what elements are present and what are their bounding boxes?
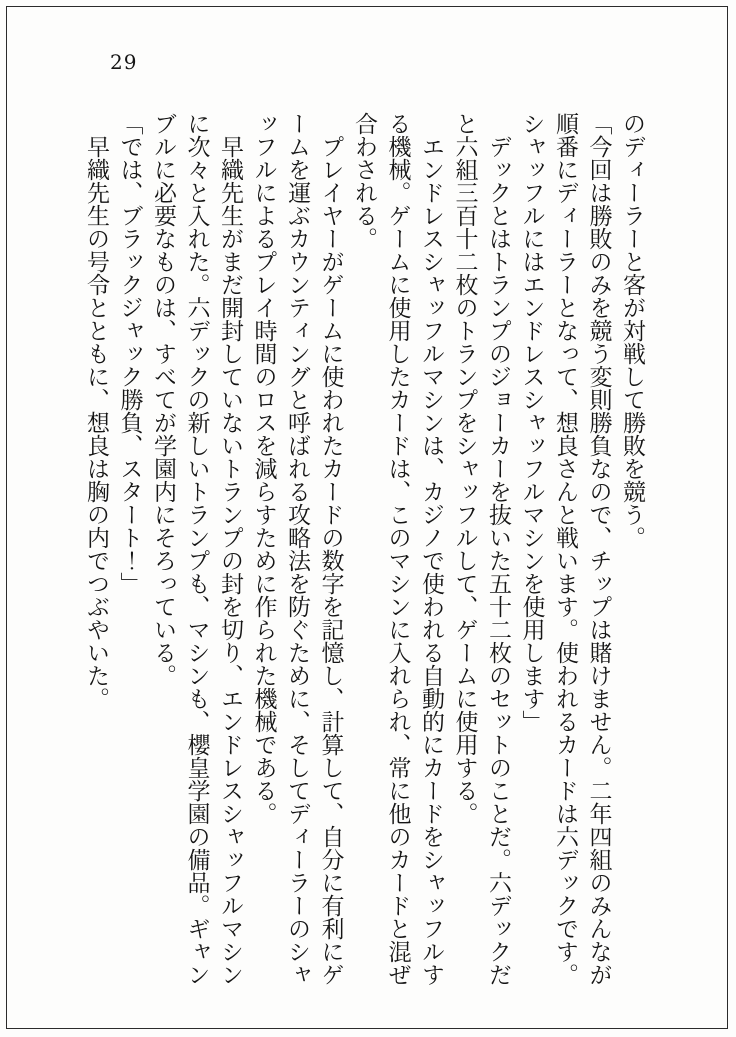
- text-line: 合わされる。: [351, 112, 377, 250]
- text-line: デックとはトランプのジョーカーを抜いた五十二枚のセットのことだ。六デックだ: [485, 112, 511, 986]
- text-line: プレイヤーがゲームに使われたカードの数字を記憶し、計算して、自分に有利にゲ: [317, 112, 344, 986]
- vertical-text-block: [79, 112, 649, 990]
- text-line: 早織先生がまだ開封していないトランプの封を切り、エンドレスシャッフルマシン: [217, 112, 243, 986]
- text-line: ブルに必要なものは、すべてが学園内にそろっている。: [150, 112, 176, 687]
- text-line: に次々と入れた。六デックの新しいトランプも、マシンも、櫻皇学園の備品。ギャン: [183, 112, 210, 986]
- page-number: 29: [110, 50, 138, 74]
- text-line: と六組三百十二枚のトランプをシャッフルして、ゲームに使用する。: [451, 112, 478, 825]
- text-line: ームを運ぶカウンティングと呼ばれる攻略法を防ぐために、そしてディーラーのシャ: [284, 112, 310, 986]
- text-line: る機械。ゲームに使用したカードは、このマシンに入れられ、常に他のカードと混ぜ: [384, 112, 411, 986]
- text-line: ッフルによるプレイ時間のロスを減らすために作られた機械である。: [250, 112, 277, 825]
- text-line: エンドレスシャッフルマシンは、カジノで使われる自動的にカードをシャッフルす: [418, 112, 444, 986]
- text-line: 「今回は勝敗のみを競う変則勝負なので、チップは賭けません。二年四組のみんなが: [585, 112, 612, 986]
- text-line: 「では、ブラックジャック勝負、スタート！」: [116, 112, 143, 595]
- text-line: のディーラーと客が対戦して勝敗を競う。: [619, 112, 645, 549]
- text-line: 早織先生の号令とともに、想良は胸の内でつぶやいた。: [83, 112, 109, 710]
- text-line: 順番にディーラーとなって、想良さんと戦います。使われるカードは六デックです。: [552, 112, 578, 986]
- text-line: シャッフルにはエンドレスシャッフルマシンを使用します」: [518, 112, 545, 733]
